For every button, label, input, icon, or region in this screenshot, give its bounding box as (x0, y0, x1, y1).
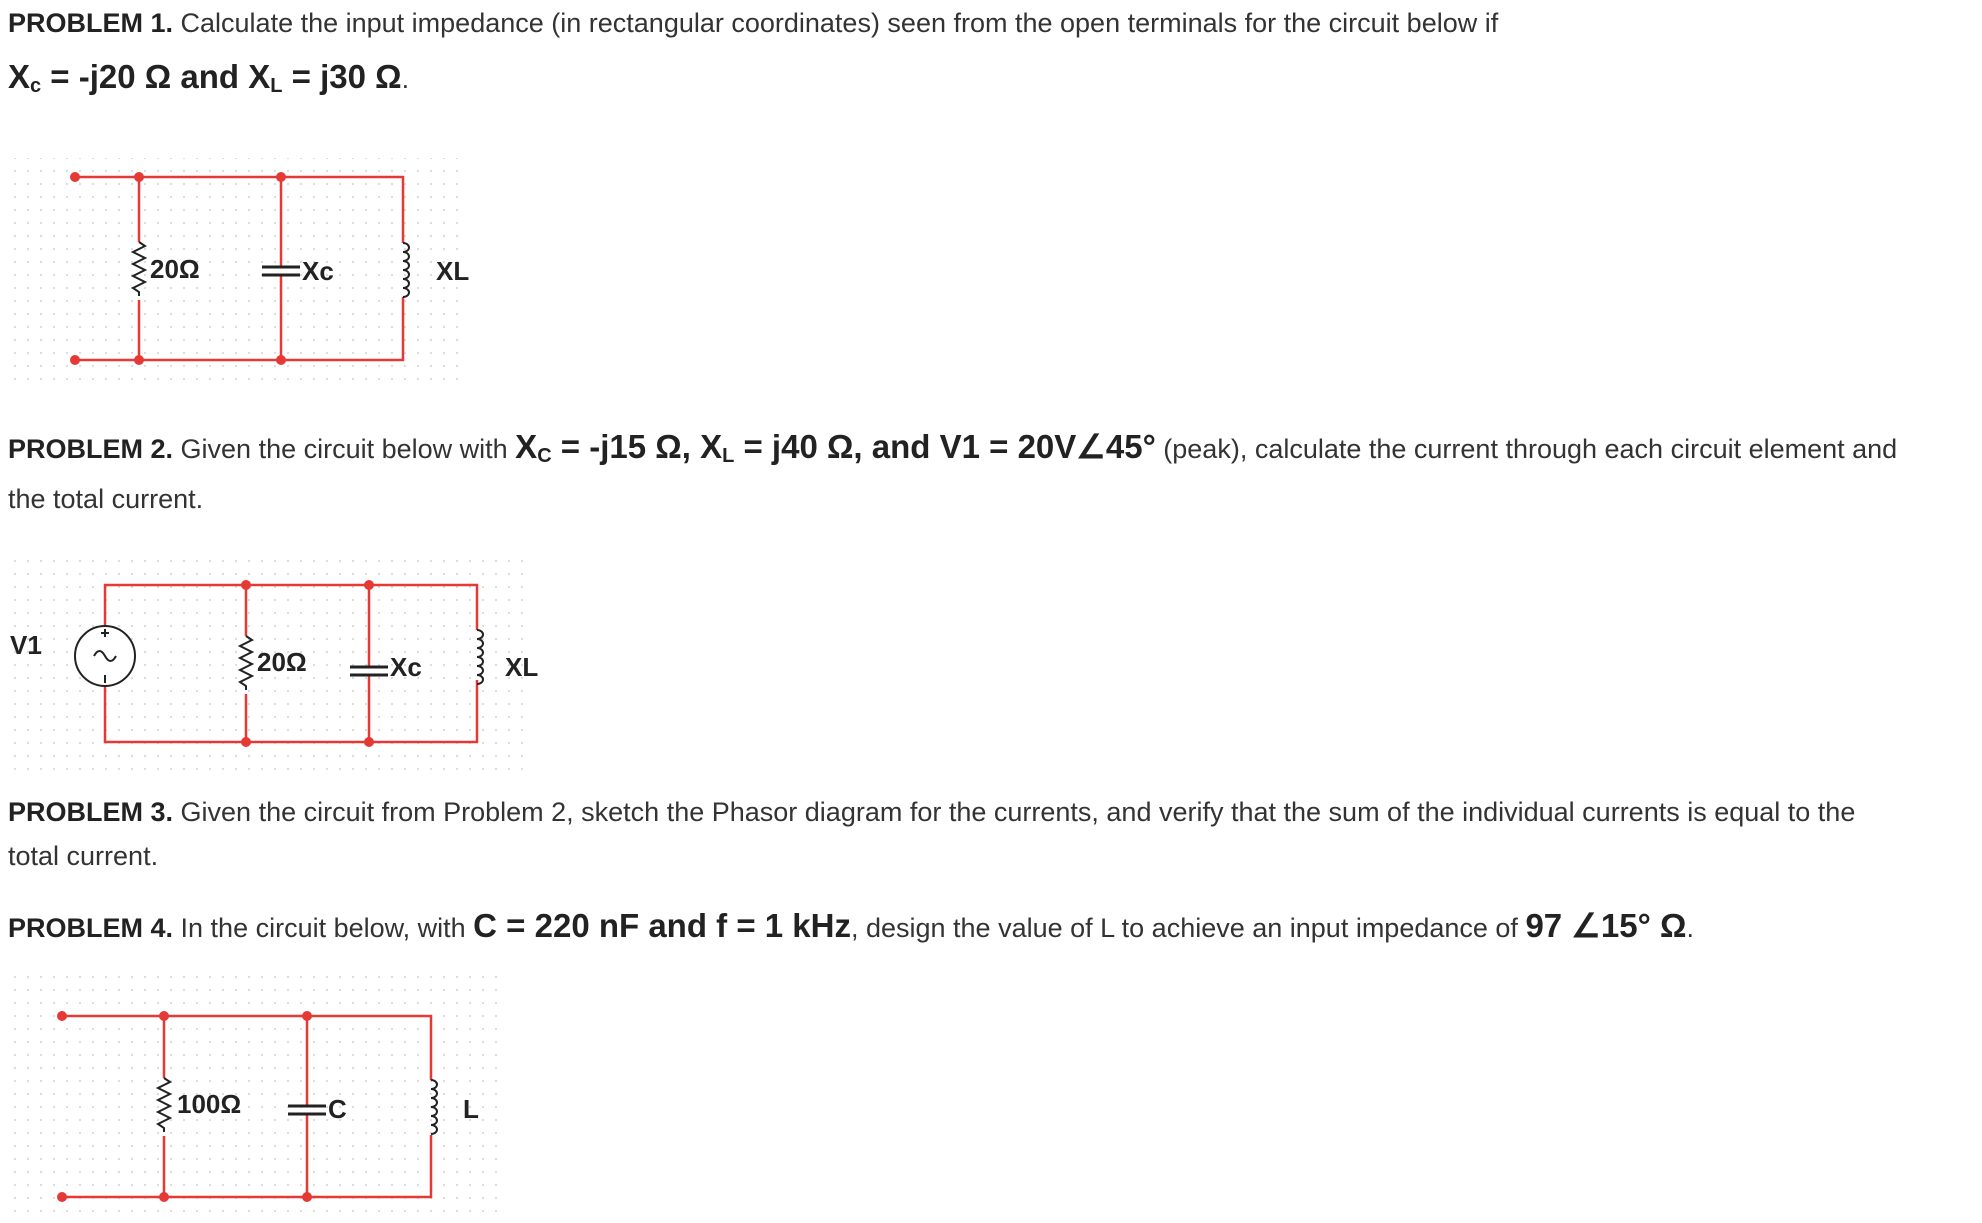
circuit4-capacitor-label: C (328, 1094, 347, 1124)
p1-period: . (401, 64, 410, 94)
problem3-text: Given the circuit from Problem 2, sketch the Phasor diagram for the currents, and verify that the sum of the individual currents is equal to the (173, 797, 1856, 827)
circuit2-source-label: V1 (10, 630, 42, 660)
circuit2-inductor-label: XL (505, 652, 539, 682)
p1-xc-value: = -j20 Ω and (41, 58, 249, 95)
p2-xl-sub: L (722, 445, 735, 467)
p1-xl-sub: L (270, 75, 283, 97)
problem1-label: PROBLEM 1. (8, 8, 174, 38)
problem4-text: In the circuit below, with (173, 913, 474, 943)
p2-xc-value: = -j15 Ω, (551, 428, 701, 465)
circuit2-voltage-source (75, 626, 135, 686)
circuit1-capacitor-label: Xc (302, 256, 334, 286)
problem2-line2: the total current. (8, 484, 204, 514)
circuit1-resistor-label: 20Ω (150, 254, 200, 284)
circuit-4 (8, 975, 498, 1215)
p2-xc-sub: C (537, 445, 552, 467)
circuit4-resistor-label: 100Ω (177, 1089, 242, 1119)
problem4-target: 97 ∠15° Ω (1525, 907, 1687, 944)
problem4-given: C = 220 nF and f = 1 kHz (473, 907, 851, 944)
circuit4-inductor-label: L (463, 1094, 479, 1124)
circuit2-capacitor-label: Xc (390, 652, 422, 682)
circuit4-grid (8, 975, 498, 1215)
p2-xc-symbol: X (515, 428, 538, 465)
problem3-line2: total current. (8, 841, 159, 871)
circuit1-inductor-label: XL (436, 256, 470, 286)
circuit2-resistor-label: 20Ω (257, 647, 307, 677)
p1-xl-symbol: X (248, 58, 271, 95)
problem4-period: . (1686, 913, 1694, 943)
circuit1-grid (8, 158, 468, 388)
problem2-rest: (peak), calculate the current through each circuit element and (1155, 434, 1898, 464)
problem2-label: PROBLEM 2. (8, 434, 174, 464)
p1-xc-symbol: X (8, 58, 31, 95)
p1-xc-sub: c (30, 75, 42, 97)
problem4-label: PROBLEM 4. (8, 913, 174, 943)
problem2-text: Given the circuit below with (173, 434, 516, 464)
problem3-label: PROBLEM 3. (8, 797, 174, 827)
problem4-text2: , design the value of L to achieve an input impedance of (850, 913, 1526, 943)
problem1-text: Calculate the input impedance (in rectangular coordinates) seen from the open terminals for the circuit below if (173, 8, 1499, 38)
p2-xl-value: = j40 Ω, and V1 = 20V∠45° (734, 428, 1156, 465)
circuit-2 (8, 550, 538, 770)
p2-xl-symbol: X (700, 428, 723, 465)
p1-xl-value: = j30 Ω (282, 58, 402, 95)
circuit-1 (8, 158, 469, 388)
